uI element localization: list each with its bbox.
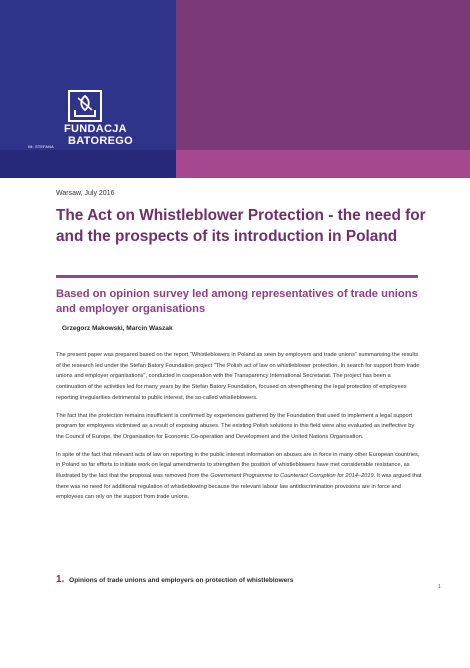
body-text: [56, 350, 422, 510]
document-date: Warsaw, July 2016: [56, 190, 115, 197]
section-number: 1.: [56, 574, 65, 585]
paragraph-3-text-before: In spite of the fact that relevant acts of law on reporting in the public interest information on abuses are in force in many other European countries, in Poland so far efforts to initiate work on legal amendments to strengthen the position of whistleblowers have met considerable resistance, as illustrated by the fact that the proposal was removed from the: [56, 451, 420, 480]
page-number: 1: [438, 584, 441, 590]
logo-line-2: BATOREGO: [68, 135, 133, 147]
logo-small-text: IM. STEFANA: [28, 145, 54, 149]
section-heading-text: Opinions of trade unions and employers on protection of whistleblowers: [69, 577, 294, 584]
body-paragraph-2: The fact that the protection remains insufficient is confirmed by experiences gathered by the Foundation that used to implement a legal support program for employees victimised as a result of exposing abuses. The existing Polish solutions in this field were also evaluated as ineffective by the Council of Europe, the Organisation for Economic Co-operation and Development and the United Nations Organisation.: [56, 412, 415, 440]
header-banner: [0, 0, 470, 178]
title-divider: [56, 275, 418, 278]
header-magenta-strip: [176, 150, 470, 178]
header-purple-block: [176, 0, 470, 150]
body-paragraph-1: The present paper was prepared based on the report "Whistleblowers in Poland as seen by employers and trade unions" summarising the results of the research led under the Stefan Batory Foundation project "The Polish act of law on whistleblower protection. In search for support from trade unions and employer organisations", conducted in cooperation with the Transparency International Secretariat. The project has been a continuation of the activities led for many years by the Stefan Batory Foundation, focused on strengthening the legal protection of employees reporting irregularities detrimental to public interest, the so-called whistleblowers.: [56, 352, 420, 401]
programme-title-italic: Government Programme to Counteract Corruption for 2014–2019: [210, 473, 374, 480]
logo-line-1: FUNDACJA: [64, 123, 127, 135]
section-heading: [56, 574, 426, 585]
document-subtitle: Based on opinion survey led among representatives of trade unions and employer organisations: [56, 288, 418, 315]
fundacja-batorego-logo-icon: [68, 90, 102, 122]
document-title: The Act on Whistleblower Protection - the need for and the prospects of its introduction in Poland: [56, 207, 426, 245]
body-paragraph-3: [56, 450, 422, 504]
header-dark-blue-strip: [0, 150, 176, 178]
paragraph-3-text-after: . It was argued that there was no need for additional regulation of whistleblowing because the relevant labour law antidiscrimination provisions are in force and employees can rely on the support from trade unions.: [56, 473, 422, 501]
logo-wordmark: [64, 123, 133, 147]
document-authors: Grzegorz Makowski, Marcin Waszak: [62, 325, 173, 332]
